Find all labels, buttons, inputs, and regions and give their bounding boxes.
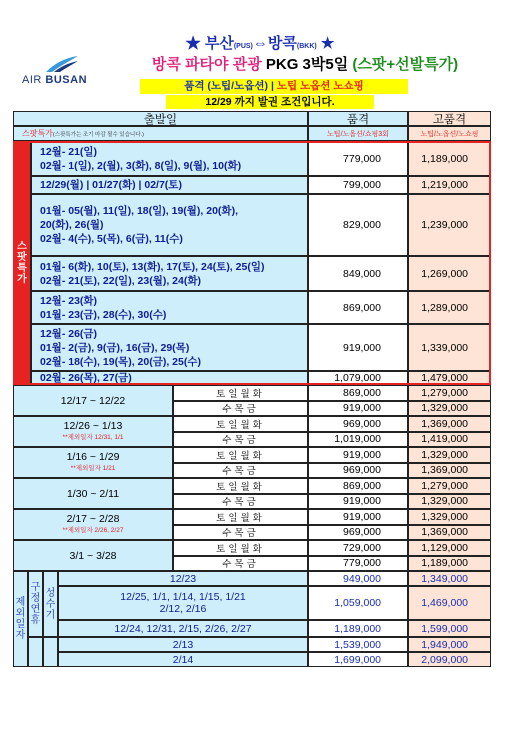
spot-premium-price: 1,289,000 bbox=[408, 291, 491, 324]
grade-price: 969,000 bbox=[308, 525, 408, 541]
header-premium-sub: 노팁/노옵션/노쇼핑 bbox=[408, 126, 491, 141]
date-line: 12월- 21(일) bbox=[40, 145, 98, 158]
wing-icon bbox=[44, 54, 80, 74]
grade-price: 919,000 bbox=[308, 494, 408, 510]
side-char: 제 bbox=[15, 597, 26, 608]
date-line: 01월- 23(금), 28(수), 30(수) bbox=[40, 308, 167, 321]
spot-premium-price: 1,239,000 bbox=[408, 194, 491, 256]
premium-price: 1,329,000 bbox=[408, 447, 491, 463]
spot-premium-price: 1,269,000 bbox=[408, 256, 491, 291]
spot-premium-price: 1,339,000 bbox=[408, 324, 491, 371]
exclusion-dates bbox=[58, 637, 308, 652]
spot-grade-price: 869,000 bbox=[308, 291, 408, 324]
range-cell bbox=[13, 478, 173, 509]
weekday-label: 수목금 bbox=[173, 432, 308, 448]
peak-side-blank bbox=[43, 637, 58, 667]
weekday-label: 토일월화 bbox=[173, 416, 308, 432]
grade-price: 869,000 bbox=[308, 385, 408, 401]
side-char: 성 bbox=[45, 587, 56, 599]
spot-premium-price: 1,219,000 bbox=[408, 176, 491, 194]
side-char: 수 bbox=[45, 598, 56, 610]
date-line: 01월- 6(화), 10(토), 13(화), 17(토), 24(토), 25(일) bbox=[40, 260, 265, 273]
side-char: 일 bbox=[15, 619, 26, 630]
weekday-label: 토일월화 bbox=[173, 478, 308, 494]
premium-price: 1,369,000 bbox=[408, 463, 491, 479]
date-line: 12월- 23(화) bbox=[40, 294, 98, 307]
exclusion-premium-price: 1,349,000 bbox=[408, 571, 491, 586]
spot-dates-row bbox=[31, 256, 308, 291]
date-line: 02월- 4(수), 5(목), 6(금), 11(수) bbox=[40, 233, 183, 245]
weekday-label: 수목금 bbox=[173, 525, 308, 541]
exclusion-date-line: 12/23 bbox=[169, 572, 197, 585]
exclusion-premium-price: 1,599,000 bbox=[408, 620, 491, 637]
route-title: ★ 부산(PUS)⇔방콕(BKK) ★ bbox=[185, 35, 335, 52]
grade-price: 779,000 bbox=[308, 556, 408, 572]
header-spot bbox=[13, 126, 308, 141]
exclusion-side-label bbox=[13, 571, 28, 667]
range-cell bbox=[13, 509, 173, 540]
spot-dates-row bbox=[31, 194, 308, 256]
air-busan-logo: AIR BUSAN bbox=[22, 54, 102, 94]
spot-side-char: 가 bbox=[17, 274, 27, 285]
holiday-side-label bbox=[28, 571, 43, 637]
date-line: 01월- 2(금), 9(금), 16(금), 29(목) bbox=[40, 341, 190, 354]
exclusion-date-line: 2/14 bbox=[172, 653, 194, 666]
range-cell bbox=[13, 416, 173, 447]
exclusion-premium-price: 1,469,000 bbox=[408, 586, 491, 620]
side-char: 기 bbox=[45, 609, 56, 621]
date-line: 02월- 21(토), 22(일), 23(월), 24(화) bbox=[40, 274, 202, 287]
spot-side-char: 스 bbox=[17, 241, 27, 252]
exclusion-premium-price: 1,949,000 bbox=[408, 637, 491, 652]
exclusion-date-line: 2/13 bbox=[172, 638, 194, 651]
side-char: 구 bbox=[30, 582, 41, 593]
weekday-label: 토일월화 bbox=[173, 540, 308, 556]
exclude-note: **제외일자 1/21 bbox=[70, 464, 116, 472]
header-premium: 고품격 bbox=[408, 111, 491, 126]
spot-dates-row bbox=[31, 291, 308, 324]
exclusion-premium-price: 2,099,000 bbox=[408, 652, 491, 667]
exclusion-grade-price: 1,189,000 bbox=[308, 620, 408, 637]
date-line: 12월- 26(금) bbox=[40, 327, 98, 340]
spot-grade-price: 799,000 bbox=[308, 176, 408, 194]
premium-price: 1,369,000 bbox=[408, 525, 491, 541]
range-text: 1/30 ~ 2/11 bbox=[66, 487, 120, 500]
side-char: 외 bbox=[15, 608, 26, 619]
date-line: 02월- 1(일), 2(월), 3(화), 8(일), 9(월), 10(화) bbox=[40, 159, 242, 172]
exclusion-grade-price: 1,539,000 bbox=[308, 637, 408, 652]
header-grade: 품격 bbox=[308, 111, 408, 126]
exclusion-grade-price: 949,000 bbox=[308, 571, 408, 586]
exclusion-date-line: 12/25, 1/1, 1/14, 1/15, 1/21 bbox=[120, 591, 246, 603]
range-text: 12/17 ~ 12/22 bbox=[60, 394, 126, 407]
side-char: 자 bbox=[15, 630, 26, 641]
exclusion-grade-price: 1,059,000 bbox=[308, 586, 408, 620]
header-grade-sub: 노팁/노옵션/쇼핑3회 bbox=[308, 126, 408, 141]
exclusion-date-line: 2/12, 2/16 bbox=[159, 603, 207, 615]
spot-premium-price: 1,189,000 bbox=[408, 141, 491, 176]
date-line: 20(화), 26(월) bbox=[40, 219, 104, 231]
exclusion-dates bbox=[58, 571, 308, 586]
spot-grade-price: 829,000 bbox=[308, 194, 408, 256]
spot-note: (스팟특가는 조기 마감 될수 있습니다.) bbox=[52, 131, 144, 138]
date-line: 02월- 18(수), 19(목), 20(금), 25(수) bbox=[40, 355, 202, 368]
premium-price: 1,419,000 bbox=[408, 432, 491, 448]
date-line: 02월- 26(목), 27(금) bbox=[40, 372, 132, 384]
spot-side-char: 특 bbox=[17, 263, 27, 274]
peak-side-label bbox=[43, 571, 58, 637]
grade-price: 919,000 bbox=[308, 509, 408, 525]
side-char: 정 bbox=[30, 593, 41, 604]
spot-side-label bbox=[13, 141, 31, 385]
spot-dates-row bbox=[31, 176, 308, 194]
range-text: 3/1 ~ 3/28 bbox=[69, 549, 117, 562]
grade-price: 869,000 bbox=[308, 478, 408, 494]
weekday-label: 수목금 bbox=[173, 401, 308, 417]
ticketing-note: 12/29 까지 발권 조건입니다. bbox=[166, 95, 374, 109]
exclude-note: **제외일자 2/26, 2/27 bbox=[62, 526, 124, 534]
spot-dates-row bbox=[31, 141, 308, 176]
premium-price: 1,329,000 bbox=[408, 509, 491, 525]
exclusion-dates bbox=[58, 620, 308, 637]
premium-price: 1,329,000 bbox=[408, 494, 491, 510]
grade-price: 919,000 bbox=[308, 401, 408, 417]
grade-price: 729,000 bbox=[308, 540, 408, 556]
spot-premium-price: 1,479,000 bbox=[408, 371, 491, 385]
exclusion-grade-price: 1,699,000 bbox=[308, 652, 408, 667]
grade-price: 919,000 bbox=[308, 447, 408, 463]
spot-grade-price: 849,000 bbox=[308, 256, 408, 291]
holiday-side-blank bbox=[28, 637, 43, 667]
exclusion-dates bbox=[58, 586, 308, 620]
exclusion-date-line: 12/24, 12/31, 2/15, 2/26, 2/27 bbox=[114, 622, 252, 635]
spot-dates-row bbox=[31, 324, 308, 371]
conditions-banner: 품격 (노팁/노옵션) | 노팁 노옵션 노쇼핑 bbox=[140, 79, 408, 94]
premium-price: 1,329,000 bbox=[408, 401, 491, 417]
premium-price: 1,369,000 bbox=[408, 416, 491, 432]
spot-dates-row bbox=[31, 371, 308, 385]
range-cell bbox=[13, 447, 173, 478]
package-title: 방콕 파타야 관광 PKG 3박5일 (스팟+선발특가) bbox=[151, 56, 459, 73]
date-line: 01월- 05(월), 11(일), 18(일), 19(월), 20(화), bbox=[40, 205, 238, 217]
premium-price: 1,279,000 bbox=[408, 478, 491, 494]
weekday-label: 토일월화 bbox=[173, 447, 308, 463]
range-text: 2/17 ~ 2/28 bbox=[66, 512, 120, 525]
range-text: 12/26 ~ 1/13 bbox=[63, 419, 123, 432]
weekday-label: 토일월화 bbox=[173, 385, 308, 401]
date-line: 12/29(월) | 01/27(화) | 02/7(토) bbox=[40, 179, 182, 191]
spot-grade-price: 919,000 bbox=[308, 324, 408, 371]
spot-grade-price: 1,079,000 bbox=[308, 371, 408, 385]
grade-price: 969,000 bbox=[308, 463, 408, 479]
header-departure: 출발일 bbox=[13, 111, 308, 126]
premium-price: 1,189,000 bbox=[408, 556, 491, 572]
spot-side-char: 팟 bbox=[17, 252, 27, 263]
spot-label: 스팟특가 bbox=[22, 129, 53, 138]
grade-price: 969,000 bbox=[308, 416, 408, 432]
exclusion-dates bbox=[58, 652, 308, 667]
side-char: 연 bbox=[30, 604, 41, 615]
weekday-label: 수목금 bbox=[173, 556, 308, 572]
range-text: 1/16 ~ 1/29 bbox=[66, 450, 120, 463]
premium-price: 1,129,000 bbox=[408, 540, 491, 556]
weekday-label: 수목금 bbox=[173, 463, 308, 479]
side-char: 휴 bbox=[30, 615, 41, 626]
range-cell bbox=[13, 540, 173, 571]
range-cell bbox=[13, 385, 173, 416]
grade-price: 1,019,000 bbox=[308, 432, 408, 448]
exclude-note: **제외일자 12/31, 1/1 bbox=[62, 433, 124, 441]
weekday-label: 토일월화 bbox=[173, 509, 308, 525]
spot-grade-price: 779,000 bbox=[308, 141, 408, 176]
weekday-label: 수목금 bbox=[173, 494, 308, 510]
premium-price: 1,279,000 bbox=[408, 385, 491, 401]
